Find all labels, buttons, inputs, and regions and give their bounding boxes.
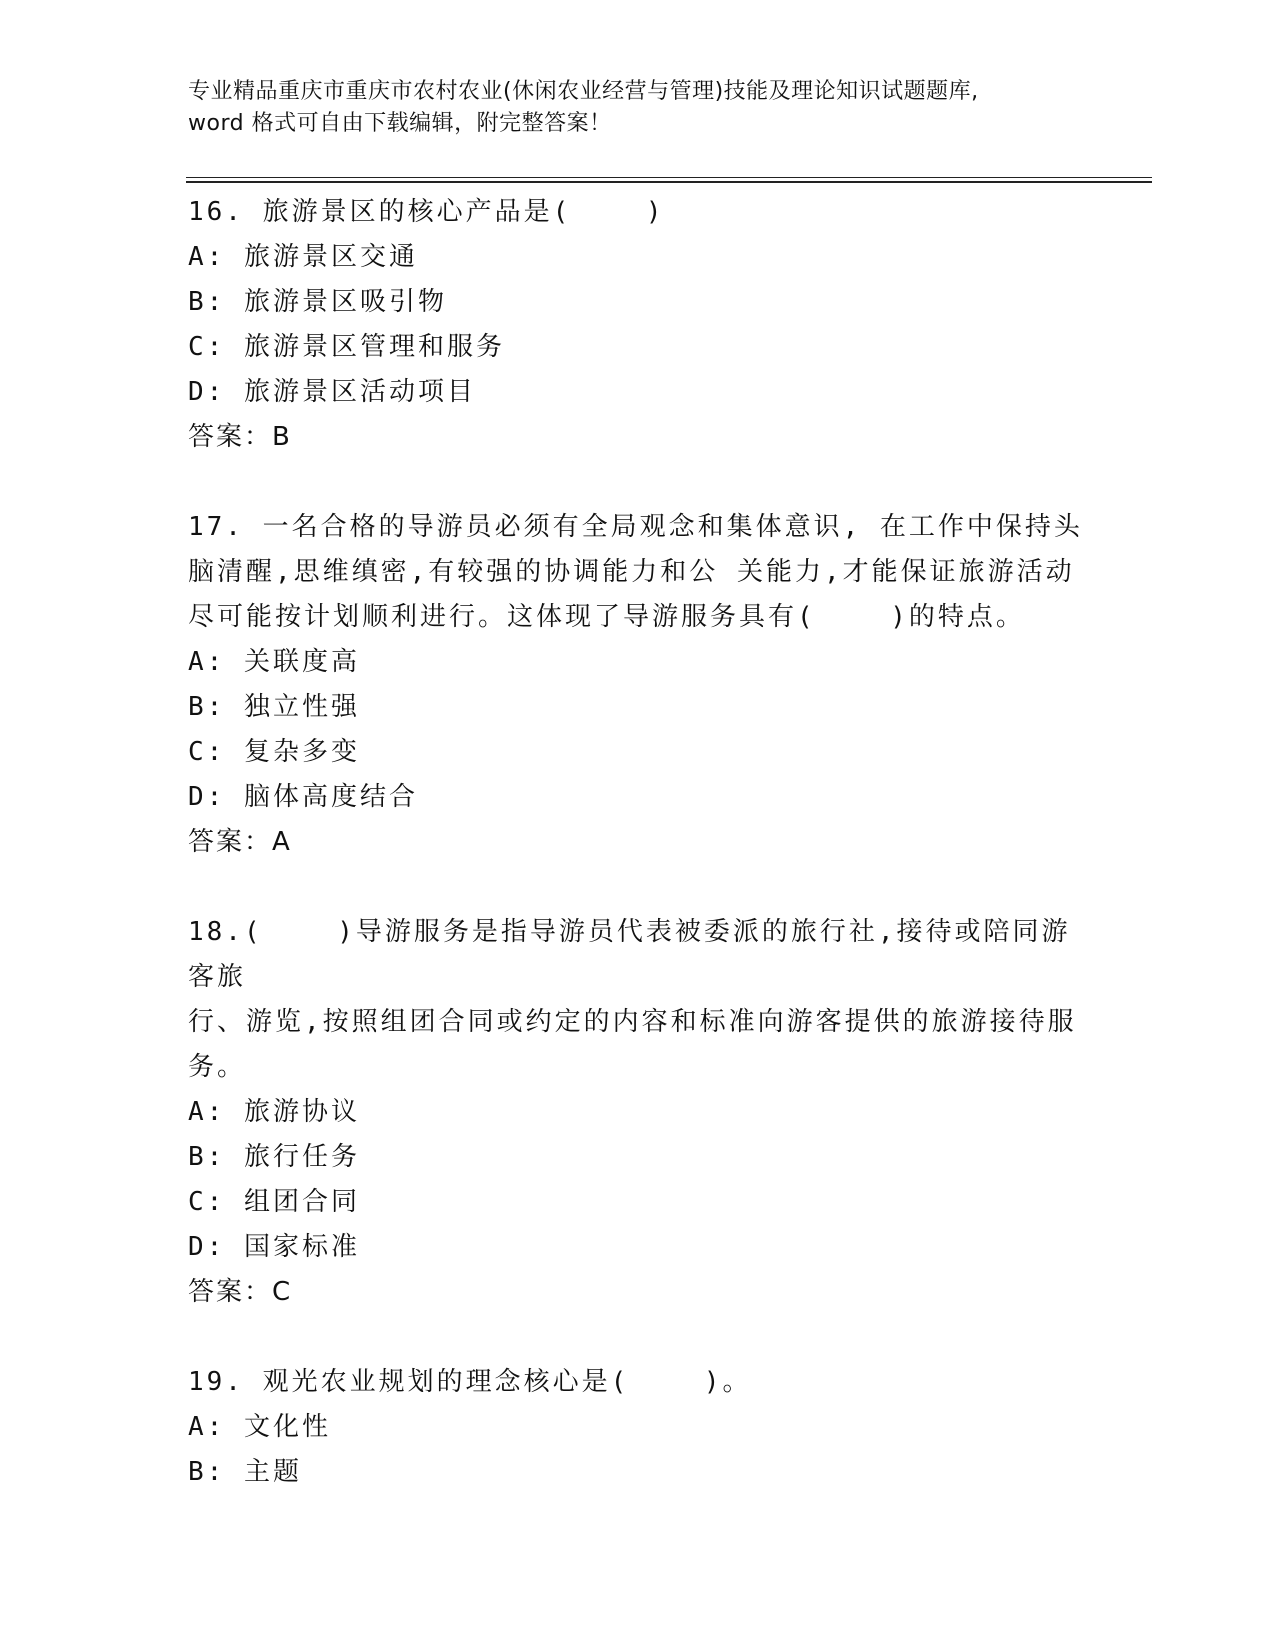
header-title-line-2: word 格式可自由下载编辑，附完整答案！ [188, 111, 612, 136]
question-16-answer: 答案：B [188, 422, 292, 452]
question-19-text: 19. 观光农业规划的理念核心是( )。 [188, 1367, 752, 1397]
question-18-option-a: A: 旅游协议 [188, 1097, 360, 1127]
question-17 [188, 505, 1088, 865]
question-17-text-line-2: 脑清醒,思维缜密,有较强的协调能力和公 关能力,才能保证旅游活动 [188, 557, 1075, 587]
question-17-text-line-3: 尽可能按计划顺利进行。这体现了导游服务具有( )的特点。 [188, 602, 1025, 632]
question-17-option-c: C: 复杂多变 [188, 737, 360, 767]
question-19-option-b: B: 主题 [188, 1457, 302, 1487]
question-18-option-d: D: 国家标准 [188, 1232, 360, 1262]
question-18-text-line-2: 行、游览,按照组团合同或约定的内容和标准向游客提供的旅游接待服 [188, 1007, 1077, 1037]
question-16-option-c: C: 旅游景区管理和服务 [188, 332, 505, 362]
question-spacer [188, 865, 1088, 910]
question-17-option-d: D: 脑体高度结合 [188, 782, 418, 812]
question-17-answer: 答案：A [188, 827, 292, 857]
question-18-text-line-1: 18.( )导游服务是指导游员代表被委派的旅行社,接待或陪同游客旅 [188, 917, 1071, 992]
question-list [188, 190, 1088, 1495]
document-header [188, 76, 1088, 140]
question-18-text-line-3: 务。 [188, 1052, 247, 1082]
question-17-option-b: B: 独立性强 [188, 692, 360, 722]
question-18-option-c: C: 组团合同 [188, 1187, 360, 1217]
question-spacer [188, 460, 1088, 505]
question-17-option-a: A: 关联度高 [188, 647, 360, 677]
question-18-option-b: B: 旅行任务 [188, 1142, 360, 1172]
question-19 [188, 1360, 1088, 1495]
question-16-option-b: B: 旅游景区吸引物 [188, 287, 447, 317]
header-divider [186, 177, 1152, 183]
question-17-text-line-1: 17. 一名合格的导游员必须有全局观念和集体意识, 在工作中保持头 [188, 512, 1083, 542]
question-16-text: 16. 旅游景区的核心产品是( ) [188, 197, 665, 227]
question-18-answer: 答案：C [188, 1277, 293, 1307]
question-16-option-a: A: 旅游景区交通 [188, 242, 418, 272]
question-18 [188, 910, 1088, 1315]
header-title-line-1: 专业精品重庆市重庆市农村农业(休闲农业经营与管理)技能及理论知识试题题库, [188, 79, 979, 104]
question-16 [188, 190, 1088, 460]
question-19-option-a: A: 文化性 [188, 1412, 331, 1442]
question-spacer [188, 1315, 1088, 1360]
question-16-option-d: D: 旅游景区活动项目 [188, 377, 476, 407]
